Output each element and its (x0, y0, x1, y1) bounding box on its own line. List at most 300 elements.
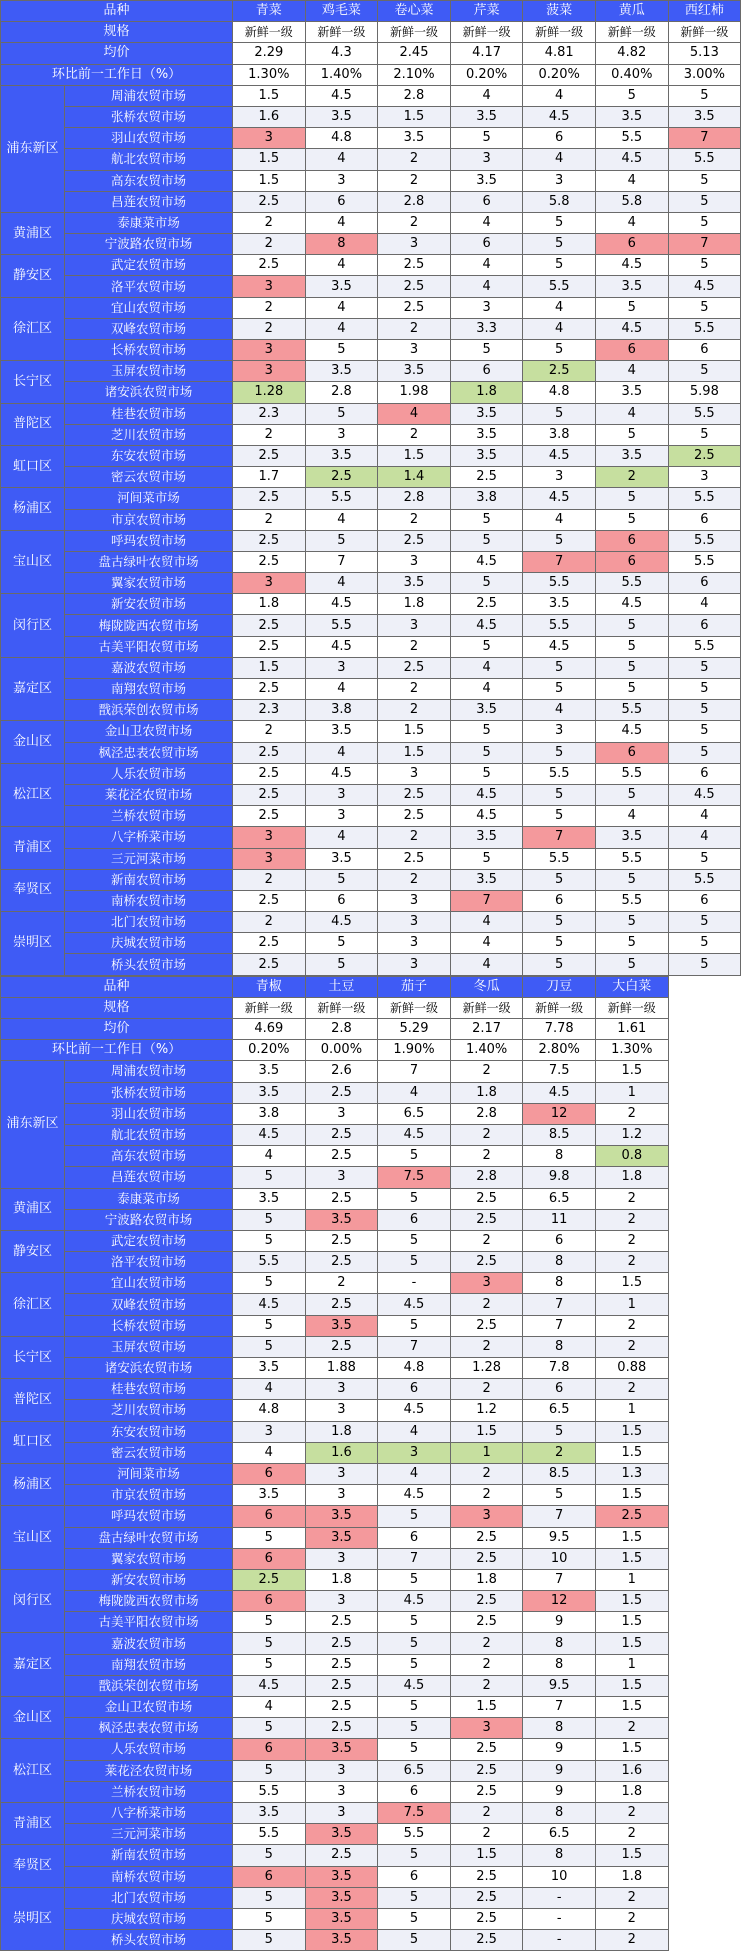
market-name: 双峰农贸市场 (65, 1294, 233, 1315)
price-cell: 3.5 (305, 1506, 378, 1527)
price-cell: 3.5 (595, 382, 668, 403)
price-cell: 2.5 (450, 1548, 523, 1569)
price-cell: 1 (595, 1654, 668, 1675)
avg-price-row-cell: 2.29 (233, 43, 306, 64)
market-name: 北门农贸市场 (65, 1887, 233, 1908)
table-row (1, 636, 741, 657)
price-cell: 5.5 (523, 573, 596, 594)
price-cell: 2.5 (305, 1697, 378, 1718)
price-cell: 1.8 (595, 1167, 668, 1188)
price-cell: 3.5 (450, 827, 523, 848)
price-cell: 4.8 (233, 1400, 306, 1421)
market-name: 羽山农贸市场 (65, 1103, 233, 1124)
price-cell: 5.5 (595, 763, 668, 784)
price-cell: 4.5 (378, 1124, 451, 1145)
price-cell: 1.5 (595, 1739, 668, 1760)
price-cell: 6 (595, 340, 668, 361)
price-cell: 4.5 (378, 1485, 451, 1506)
price-cell: 3.5 (233, 1188, 306, 1209)
price-cell: 2 (450, 1654, 523, 1675)
price-cell: 2 (233, 212, 306, 233)
price-cell: 1.5 (595, 1273, 668, 1294)
price-cell: 1.5 (450, 1845, 523, 1866)
price-cell: 5 (378, 1569, 451, 1590)
price-cell: 5 (233, 1908, 306, 1929)
price-cell: 5 (233, 1845, 306, 1866)
table-row (1, 1908, 669, 1929)
price-cell: 4 (305, 827, 378, 848)
market-name: 市京农贸市场 (65, 509, 233, 530)
price-cell: 5.5 (595, 700, 668, 721)
table-row (1, 1824, 669, 1845)
price-cell: 5 (233, 1230, 306, 1251)
price-cell: 5 (668, 191, 741, 212)
price-cell: 1.88 (305, 1358, 378, 1379)
price-cell: 3 (305, 806, 378, 827)
price-cell: 3 (305, 657, 378, 678)
price-cell: 1.5 (233, 85, 306, 106)
price-cell: 2 (233, 424, 306, 445)
price-cell: 5 (233, 1527, 306, 1548)
price-cell: 6 (668, 340, 741, 361)
price-cell: 2 (450, 1336, 523, 1357)
district-label: 静安区 (1, 255, 65, 297)
change-row-cell: 1.30% (233, 64, 306, 85)
price-cell: 4 (233, 1697, 306, 1718)
market-name: 洛平农贸市场 (65, 276, 233, 297)
price-cell: 5 (668, 255, 741, 276)
price-cell: 2.5 (378, 806, 451, 827)
price-cell: 4 (523, 318, 596, 339)
price-cell: 4 (305, 212, 378, 233)
price-cell: 3 (523, 721, 596, 742)
price-cell: 1.5 (595, 1845, 668, 1866)
market-name: 长桥农贸市场 (65, 340, 233, 361)
price-cell: 3.5 (233, 1802, 306, 1823)
table-row (1, 1591, 669, 1612)
price-cell: 4 (378, 403, 451, 424)
market-name: 金山卫农贸市场 (65, 1697, 233, 1718)
price-cell: 5 (668, 85, 741, 106)
price-cell: 7.5 (378, 1167, 451, 1188)
price-cell: 2.5 (233, 551, 306, 572)
price-cell: 2.5 (378, 276, 451, 297)
price-cell: 2.8 (450, 1167, 523, 1188)
price-cell: 4.5 (233, 1294, 306, 1315)
district-label: 虹口区 (1, 445, 65, 487)
price-cell: 9.5 (523, 1527, 596, 1548)
price-cell: 5 (523, 784, 596, 805)
table-row (1, 615, 741, 636)
price-cell: 5 (450, 573, 523, 594)
price-cell: 2.5 (305, 1252, 378, 1273)
price-cell: 2.5 (595, 1506, 668, 1527)
price-cell: 5 (450, 340, 523, 361)
price-cell: 5 (305, 530, 378, 551)
district-label: 黄浦区 (1, 1188, 65, 1230)
price-cell: 2.5 (450, 1188, 523, 1209)
market-name: 张桥农贸市场 (65, 1082, 233, 1103)
price-cell: 3 (450, 1273, 523, 1294)
price-cell: 5 (378, 1252, 451, 1273)
price-cell: 3.5 (450, 106, 523, 127)
price-cell: 1.5 (595, 1548, 668, 1569)
price-cell: 3 (305, 1379, 378, 1400)
table-row (1, 1230, 669, 1251)
price-cell: 5.5 (233, 1824, 306, 1845)
price-cell: 2 (233, 297, 306, 318)
price-cell: 7 (450, 890, 523, 911)
price-cell: 12 (523, 1591, 596, 1612)
price-cell: 5 (595, 297, 668, 318)
change-row-cell: 2.10% (378, 64, 451, 85)
price-cell: 4 (450, 657, 523, 678)
price-cell: 9 (523, 1760, 596, 1781)
price-cell: 2.5 (450, 1252, 523, 1273)
price-cell: 3.8 (233, 1103, 306, 1124)
price-cell: 5 (523, 212, 596, 233)
price-cell: 2.3 (233, 700, 306, 721)
price-cell: 5.5 (595, 848, 668, 869)
market-name: 呼玛农贸市场 (65, 1506, 233, 1527)
price-cell: 3.5 (233, 1358, 306, 1379)
price-cell: 3.5 (450, 700, 523, 721)
price-cell: 5.5 (595, 890, 668, 911)
price-cell: 5 (595, 954, 668, 975)
market-name: 宁波路农贸市场 (65, 234, 233, 255)
market-name: 昌莲农贸市场 (65, 1167, 233, 1188)
price-cell: 2 (595, 1188, 668, 1209)
product-header-cell: 大白菜 (595, 976, 668, 997)
price-cell: 2 (450, 1230, 523, 1251)
price-cell: 9 (523, 1781, 596, 1802)
change-row-cell: 0.00% (305, 1040, 378, 1061)
price-cell: 6 (595, 551, 668, 572)
price-cell: 3 (305, 1591, 378, 1612)
price-cell: 8.5 (523, 1124, 596, 1145)
price-cell: 5 (668, 954, 741, 975)
avg-price-row-label: 均价 (1, 43, 233, 64)
price-cell: 4.5 (378, 1400, 451, 1421)
price-cell: 1.4 (378, 467, 451, 488)
price-cell: 5 (378, 1845, 451, 1866)
price-cell: 4.5 (233, 1124, 306, 1145)
price-cell: 5 (668, 679, 741, 700)
price-cell: 1.5 (595, 1697, 668, 1718)
price-cell: 5 (523, 657, 596, 678)
product-header-cell: 西红柿 (668, 1, 741, 22)
price-cell: 2.5 (450, 594, 523, 615)
price-cell: 5 (233, 1887, 306, 1908)
table-row (1, 890, 741, 911)
price-cell: 2 (595, 1230, 668, 1251)
price-cell: 6 (378, 1527, 451, 1548)
price-cell: 1 (450, 1442, 523, 1463)
spec-row-cell: 新鲜一级 (305, 997, 378, 1018)
spec-row-cell: 新鲜一级 (523, 22, 596, 43)
price-cell: 2.5 (305, 1124, 378, 1145)
market-name: 翼家农贸市场 (65, 573, 233, 594)
table-row (1, 1188, 669, 1209)
price-cell: 2.5 (305, 1718, 378, 1739)
price-cell: 2.5 (305, 467, 378, 488)
price-cell: 2 (595, 1252, 668, 1273)
price-cell: 3 (233, 128, 306, 149)
table-row (1, 1252, 669, 1273)
price-cell: 4.5 (523, 106, 596, 127)
price-cell: 4.5 (378, 1675, 451, 1696)
price-cell: 8 (523, 1802, 596, 1823)
price-cell: 3 (305, 1103, 378, 1124)
district-label: 金山区 (1, 1697, 65, 1739)
market-name: 桂巷农贸市场 (65, 403, 233, 424)
price-cell: 2 (450, 1802, 523, 1823)
price-cell: 1 (595, 1400, 668, 1421)
price-cell: 5 (450, 848, 523, 869)
price-cell: 3.5 (233, 1082, 306, 1103)
product-header-cell: 青菜 (233, 1, 306, 22)
price-cell: 4.5 (523, 636, 596, 657)
table-row (1, 742, 741, 763)
price-cell: 2 (233, 869, 306, 890)
price-cell: 3 (523, 170, 596, 191)
price-cell: 1.5 (595, 1633, 668, 1654)
change-row-label: 环比前一工作日（%） (1, 1040, 233, 1061)
price-cell: 8 (523, 1252, 596, 1273)
price-cell: 3 (378, 763, 451, 784)
table-row (1, 827, 741, 848)
price-cell: 2.5 (450, 1781, 523, 1802)
table-row (1, 1167, 669, 1188)
market-name: 三元河菜市场 (65, 1824, 233, 1845)
price-cell: 1.8 (305, 1569, 378, 1590)
district-label: 浦东新区 (1, 85, 65, 212)
table-row (1, 234, 741, 255)
price-cell: 5.5 (305, 615, 378, 636)
table-row (1, 1739, 669, 1760)
price-cell: 2.5 (233, 933, 306, 954)
price-cell: 6 (595, 234, 668, 255)
district-label: 嘉定区 (1, 1633, 65, 1697)
price-cell: 2 (450, 1146, 523, 1167)
table-row (1, 1103, 669, 1124)
price-cell: 2 (595, 1887, 668, 1908)
price-cell: 2.5 (378, 297, 451, 318)
price-cell: 3 (305, 1167, 378, 1188)
price-cell: 1.8 (378, 594, 451, 615)
market-name: 金山卫农贸市场 (65, 721, 233, 742)
price-cell: 2 (595, 1718, 668, 1739)
price-cell: 1 (595, 1569, 668, 1590)
price-cell: 2.5 (233, 763, 306, 784)
price-cell: 4.5 (233, 1675, 306, 1696)
market-name: 古美平阳农贸市场 (65, 1612, 233, 1633)
price-cell: 3.8 (450, 488, 523, 509)
price-cell: 2 (378, 679, 451, 700)
price-cell: 9 (523, 1612, 596, 1633)
product-header-cell: 卷心菜 (378, 1, 451, 22)
price-cell: 3.5 (305, 1866, 378, 1887)
table-row (1, 361, 741, 382)
price-cell: 2.5 (305, 1230, 378, 1251)
change-row-cell: 1.40% (450, 1040, 523, 1061)
price-cell: 5 (233, 1167, 306, 1188)
avg-price-row-cell: 2.8 (305, 1019, 378, 1040)
price-cell: 3 (450, 1506, 523, 1527)
price-cell: 3 (378, 615, 451, 636)
table-row (1, 191, 741, 212)
price-cell: 11 (523, 1209, 596, 1230)
spec-row-label: 规格 (1, 997, 233, 1018)
avg-price-row-cell: 5.13 (668, 43, 741, 64)
price-cell: 6 (523, 1230, 596, 1251)
price-cell: 1 (595, 1294, 668, 1315)
table-row (1, 1442, 669, 1463)
price-cell: 8 (523, 1718, 596, 1739)
price-cell: 12 (523, 1103, 596, 1124)
price-cell: 5 (305, 340, 378, 361)
price-cell: 5 (523, 403, 596, 424)
change-row-cell: 1.90% (378, 1040, 451, 1061)
spec-row-cell: 新鲜一级 (305, 22, 378, 43)
price-cell: 2.5 (233, 784, 306, 805)
market-name: 新安农贸市场 (65, 594, 233, 615)
table-row (1, 85, 741, 106)
price-cell: 3 (305, 1463, 378, 1484)
price-cell: 2.5 (305, 1294, 378, 1315)
table-row (1, 1146, 669, 1167)
price-cell: 5.5 (523, 615, 596, 636)
price-cell: 2.5 (378, 657, 451, 678)
spec-row-cell: 新鲜一级 (523, 997, 596, 1018)
price-cell: 3 (305, 1802, 378, 1823)
price-cell: 2.5 (233, 636, 306, 657)
price-cell: 3.5 (305, 1887, 378, 1908)
price-cell: 3 (450, 297, 523, 318)
table-row (1, 657, 741, 678)
price-cell: 3 (233, 848, 306, 869)
price-cell: 7 (668, 234, 741, 255)
district-label: 闵行区 (1, 1569, 65, 1633)
price-cell: 5.5 (668, 869, 741, 890)
table-row (1, 212, 741, 233)
price-cell: 4 (523, 700, 596, 721)
price-cell: 3.5 (305, 1824, 378, 1845)
table-row (1, 679, 741, 700)
price-cell: 2 (233, 509, 306, 530)
price-cell: 3.5 (523, 594, 596, 615)
price-cell: 4 (233, 1379, 306, 1400)
price-cell: 2.5 (450, 1908, 523, 1929)
table-row (1, 954, 741, 975)
price-cell: 5 (378, 1739, 451, 1760)
district-label: 崇明区 (1, 912, 65, 976)
price-cell: 3.5 (450, 445, 523, 466)
price-cell: 1.8 (305, 1421, 378, 1442)
price-cell: 4.5 (668, 784, 741, 805)
price-cell: 5 (233, 1718, 306, 1739)
market-name: 张桥农贸市场 (65, 106, 233, 127)
spec-row-cell: 新鲜一级 (233, 997, 306, 1018)
market-name: 周浦农贸市场 (65, 1061, 233, 1082)
price-cell: 6.5 (378, 1760, 451, 1781)
price-cell: 4 (305, 149, 378, 170)
district-label: 普陀区 (1, 1379, 65, 1421)
avg-price-row-cell: 4.81 (523, 43, 596, 64)
price-cell: 1.7 (233, 467, 306, 488)
price-cell: 2.5 (233, 742, 306, 763)
table-row (1, 276, 741, 297)
price-cell: 5 (378, 1654, 451, 1675)
market-name: 玉屏农贸市场 (65, 1336, 233, 1357)
price-cell: 4 (450, 912, 523, 933)
price-cell: 3.5 (233, 1061, 306, 1082)
price-cell: 4 (595, 170, 668, 191)
price-cell: 5.5 (595, 573, 668, 594)
price-cell: 5 (305, 403, 378, 424)
price-cell: 3.5 (305, 1930, 378, 1951)
table-row (1, 403, 741, 424)
price-cell: 2.5 (450, 1591, 523, 1612)
price-cell: 5 (378, 1612, 451, 1633)
price-cell: 2 (378, 318, 451, 339)
price-cell: 2 (378, 636, 451, 657)
price-cell: 5 (450, 128, 523, 149)
price-cell: 5 (668, 933, 741, 954)
price-cell: 4 (305, 297, 378, 318)
price-cell: 4 (668, 594, 741, 615)
price-cell: 5 (668, 912, 741, 933)
price-cell: 2.8 (378, 191, 451, 212)
district-label: 静安区 (1, 1230, 65, 1272)
product-header-cell: 刀豆 (523, 976, 596, 997)
price-cell: 4.5 (450, 551, 523, 572)
market-name: 市京农贸市场 (65, 1485, 233, 1506)
market-name: 新南农贸市场 (65, 1845, 233, 1866)
price-cell: 4 (305, 573, 378, 594)
price-cell: 2.5 (450, 1866, 523, 1887)
price-cell: 3 (378, 551, 451, 572)
market-name: 玉屏农贸市场 (65, 361, 233, 382)
price-cell: 6 (523, 128, 596, 149)
price-cell: 4 (523, 85, 596, 106)
price-cell: 6 (233, 1548, 306, 1569)
price-cell: 5 (668, 212, 741, 233)
price-cell: 2 (378, 212, 451, 233)
price-cell: 6 (233, 1739, 306, 1760)
avg-price-row-cell: 4.3 (305, 43, 378, 64)
price-cell: 2 (595, 1315, 668, 1336)
table-row (1, 340, 741, 361)
price-cell: 3 (305, 170, 378, 191)
table-row (1, 1379, 669, 1400)
price-cell: 5 (233, 1930, 306, 1951)
price-cell: 3 (305, 1760, 378, 1781)
price-cell: 6 (523, 890, 596, 911)
price-cell: 2.5 (233, 954, 306, 975)
price-cell: 6 (523, 1379, 596, 1400)
price-cell: 1.8 (595, 1866, 668, 1887)
table-row (1, 1802, 669, 1823)
price-cell: 2 (450, 1294, 523, 1315)
price-cell: 5.5 (233, 1252, 306, 1273)
market-name: 诸安浜农贸市场 (65, 1358, 233, 1379)
price-cell: 4 (378, 1082, 451, 1103)
price-cell: 5 (378, 1930, 451, 1951)
price-cell: 5 (378, 1697, 451, 1718)
price-cell: 6 (378, 1209, 451, 1230)
price-cell: 5.8 (523, 191, 596, 212)
